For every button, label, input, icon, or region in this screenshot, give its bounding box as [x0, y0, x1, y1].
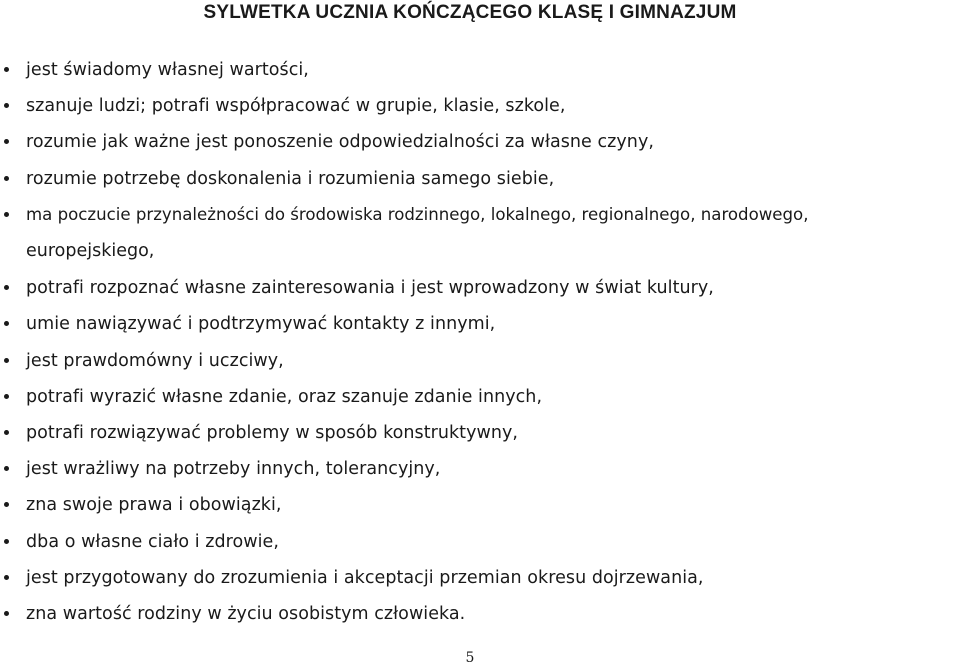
- list-item: [0, 52, 960, 88]
- bullet-icon: [4, 575, 9, 580]
- list-item-text: zna wartość rodziny w życiu osobistym człowieka.: [26, 604, 466, 624]
- bullet-icon: [4, 103, 9, 108]
- list-item: [0, 88, 960, 124]
- bullet-icon: [4, 176, 9, 181]
- list-item: [0, 560, 960, 596]
- list-item-text: potrafi rozwiązywać problemy w sposób konstruktywny,: [26, 423, 519, 443]
- list-item-text: potrafi rozpoznać własne zainteresowania i jest wprowadzony w świat kultury,: [26, 278, 714, 298]
- list-item-text: potrafi wyrazić własne zdanie, oraz szanuje zdanie innych,: [26, 387, 543, 407]
- list-item: [0, 487, 960, 523]
- bullet-icon: [4, 67, 9, 72]
- list-item-text: dba o własne ciało i zdrowie,: [26, 532, 279, 552]
- bullet-icon: [4, 539, 9, 544]
- bullet-icon: [4, 321, 9, 326]
- list-item-text: ma poczucie przynależności do środowiska rodzinnego, lokalnego, regionalnego, narodowego,: [26, 205, 809, 224]
- bullet-icon: [4, 212, 9, 217]
- bullet-icon: [4, 285, 9, 290]
- list-item-text: szanuje ludzi; potrafi współpracować w grupie, klasie, szkole,: [26, 96, 566, 116]
- bullet-icon: [4, 466, 9, 471]
- list-item: [0, 524, 960, 560]
- bullet-icon: [4, 139, 9, 144]
- page-number: 5: [465, 650, 475, 666]
- list-item-text: jest świadomy własnej wartości,: [26, 60, 309, 80]
- list-item: [0, 124, 960, 160]
- list-item: [0, 596, 960, 632]
- list-item: [0, 270, 960, 306]
- list-item: [0, 197, 960, 261]
- bullet-icon: [4, 430, 9, 435]
- list-item: [0, 451, 960, 487]
- list-item-text: zna swoje prawa i obowiązki,: [26, 495, 282, 515]
- list-item: [0, 161, 960, 197]
- list-item-continuation: europejskiego,: [26, 241, 155, 261]
- bullet-icon: [4, 502, 9, 507]
- list-item-text: jest prawdomówny i uczciwy,: [26, 351, 284, 371]
- page-title: SYLWETKA UCZNIA KOŃCZĄCEGO KLASĘ I GIMNAZJUM: [203, 2, 737, 23]
- list-item-text: rozumie jak ważne jest ponoszenie odpowiedzialności za własne czyny,: [26, 132, 654, 152]
- list-item: [0, 415, 960, 451]
- list-item-text: umie nawiązywać i podtrzymywać kontakty z innymi,: [26, 314, 496, 334]
- list-item: [0, 306, 960, 342]
- bullet-icon: [4, 358, 9, 363]
- list-item-text: jest wrażliwy na potrzeby innych, tolerancyjny,: [26, 459, 441, 479]
- bullet-icon: [4, 394, 9, 399]
- list-item-text: jest przygotowany do zrozumienia i akceptacji przemian okresu dojrzewania,: [26, 568, 704, 588]
- bullet-icon: [4, 611, 9, 616]
- list-item-text: rozumie potrzebę doskonalenia i rozumienia samego siebie,: [26, 169, 555, 189]
- list-item: [0, 343, 960, 379]
- list-item: [0, 379, 960, 415]
